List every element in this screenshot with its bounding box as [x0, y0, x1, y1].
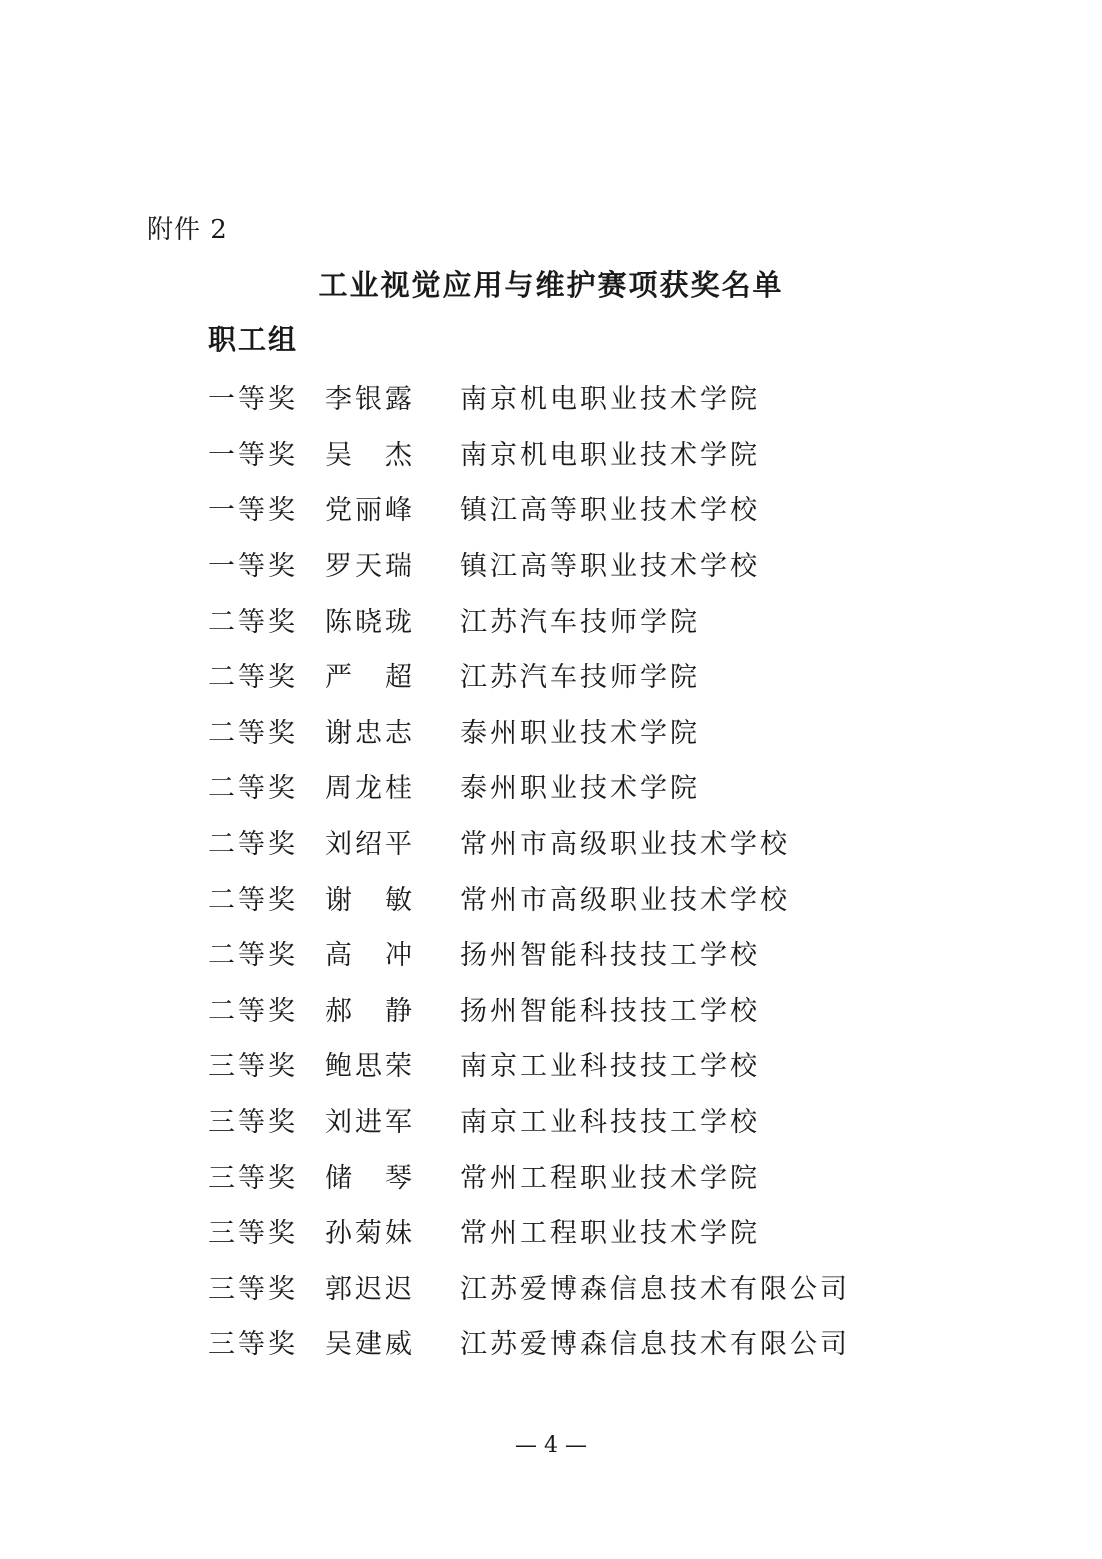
winner-name: 罗天瑞 [325, 551, 415, 583]
winner-name: 谢忠志 [325, 717, 415, 749]
award-row [208, 981, 968, 1037]
winner-unit: 泰州职业技术学院 [460, 773, 700, 805]
award-list [208, 369, 968, 1370]
winner-name: 周龙桂 [325, 773, 415, 805]
award-row [208, 1147, 968, 1203]
winner-name: 刘进军 [325, 1107, 415, 1139]
award-level: 一等奖 [208, 384, 298, 416]
winner-unit: 扬州智能科技技工学校 [460, 995, 760, 1027]
award-level: 三等奖 [208, 1051, 298, 1083]
award-row [208, 1036, 968, 1092]
award-level: 二等奖 [208, 829, 298, 861]
winner-unit: 镇江高等职业技术学校 [460, 551, 760, 583]
award-level: 二等奖 [208, 940, 298, 972]
award-row [208, 925, 968, 981]
winner-unit: 南京机电职业技术学院 [460, 384, 760, 416]
winner-name: 储 琴 [325, 1162, 415, 1194]
winner-name: 鲍思荣 [325, 1051, 415, 1083]
winner-unit: 南京工业科技技工学校 [460, 1107, 760, 1139]
winner-unit: 江苏汽车技师学院 [460, 662, 700, 694]
page-number: — 4 — [515, 1433, 587, 1458]
award-row [208, 814, 968, 870]
winner-unit: 常州市高级职业技术学校 [460, 829, 790, 861]
award-level: 三等奖 [208, 1107, 298, 1139]
winner-name: 吴建威 [325, 1329, 415, 1361]
award-level: 三等奖 [208, 1162, 298, 1194]
winner-name: 党丽峰 [325, 495, 415, 527]
winner-name: 郭迟迟 [325, 1273, 415, 1305]
winner-unit: 镇江高等职业技术学校 [460, 495, 760, 527]
award-level: 二等奖 [208, 773, 298, 805]
winner-unit: 江苏汽车技师学院 [460, 606, 700, 638]
document-title: 工业视觉应用与维护赛项获奖名单 [318, 268, 784, 302]
winner-unit: 扬州智能科技技工学校 [460, 940, 760, 972]
award-level: 二等奖 [208, 606, 298, 638]
winner-name: 严 超 [325, 662, 415, 694]
award-row [208, 480, 968, 536]
group-heading: 职工组 [208, 323, 299, 356]
award-row [208, 1259, 968, 1315]
award-row [208, 1314, 968, 1370]
winner-unit: 常州市高级职业技术学校 [460, 884, 790, 916]
award-level: 二等奖 [208, 884, 298, 916]
award-level: 二等奖 [208, 995, 298, 1027]
winner-unit: 常州工程职业技术学院 [460, 1162, 760, 1194]
winner-name: 刘绍平 [325, 829, 415, 861]
award-level: 三等奖 [208, 1218, 298, 1250]
winner-unit: 江苏爱博森信息技术有限公司 [460, 1273, 850, 1305]
award-level: 二等奖 [208, 717, 298, 749]
winner-unit: 泰州职业技术学院 [460, 717, 700, 749]
award-row [208, 869, 968, 925]
award-row [208, 647, 968, 703]
award-level: 二等奖 [208, 662, 298, 694]
award-row [208, 1203, 968, 1259]
award-row [208, 1092, 968, 1148]
winner-name: 李银露 [325, 384, 415, 416]
award-level: 一等奖 [208, 495, 298, 527]
winner-unit: 江苏爱博森信息技术有限公司 [460, 1329, 850, 1361]
award-level: 一等奖 [208, 551, 298, 583]
award-row [208, 703, 968, 759]
winner-unit: 南京机电职业技术学院 [460, 439, 760, 471]
winner-unit: 常州工程职业技术学院 [460, 1218, 760, 1250]
winner-unit: 南京工业科技技工学校 [460, 1051, 760, 1083]
winner-name: 陈晓珑 [325, 606, 415, 638]
winner-name: 孙菊妹 [325, 1218, 415, 1250]
award-row [208, 758, 968, 814]
attachment-label: 附件 2 [147, 215, 228, 245]
award-row [208, 591, 968, 647]
award-row [208, 425, 968, 481]
award-row [208, 536, 968, 592]
award-level: 三等奖 [208, 1273, 298, 1305]
winner-name: 谢 敏 [325, 884, 415, 916]
award-level: 一等奖 [208, 439, 298, 471]
award-level: 三等奖 [208, 1329, 298, 1361]
winner-name: 吴 杰 [325, 439, 415, 471]
winner-name: 高 冲 [325, 940, 415, 972]
award-row [208, 369, 968, 425]
winner-name: 郝 静 [325, 995, 415, 1027]
